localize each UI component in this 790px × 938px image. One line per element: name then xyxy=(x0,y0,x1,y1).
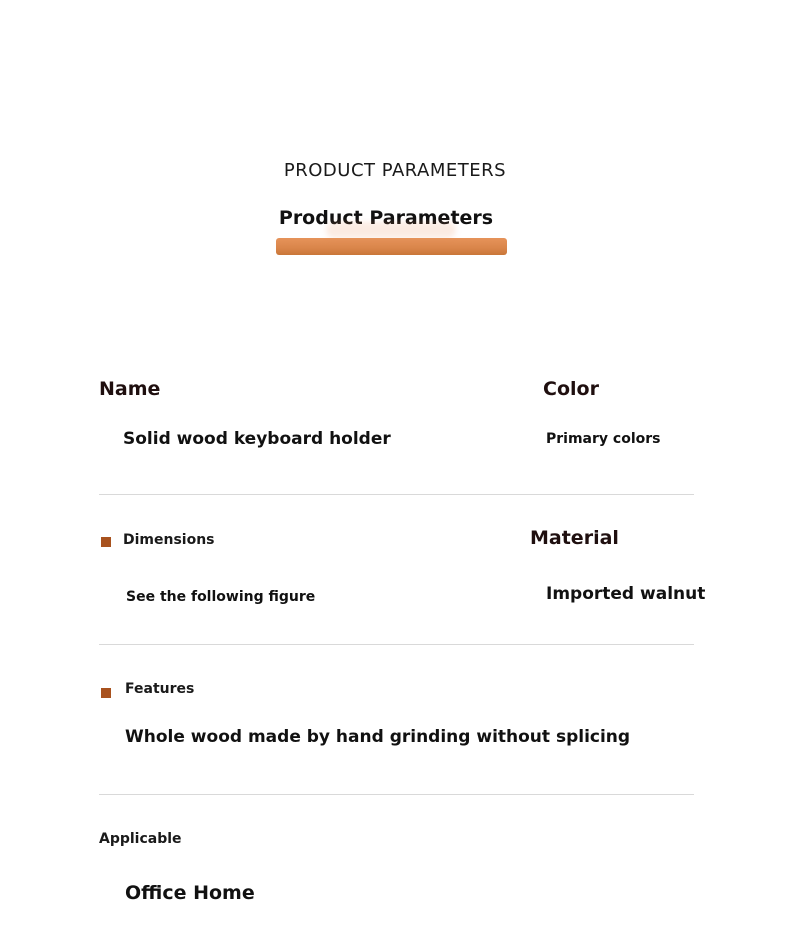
section-subtitle: PRODUCT PARAMETERS xyxy=(283,160,507,181)
dimensions-label: Dimensions xyxy=(123,532,215,548)
divider xyxy=(99,644,694,645)
square-bullet-icon xyxy=(101,688,111,698)
square-bullet-icon xyxy=(101,537,111,547)
section-title: Product Parameters xyxy=(278,207,494,229)
features-value: Whole wood made by hand grinding without splicing xyxy=(125,727,631,747)
color-label: Color xyxy=(543,378,599,400)
color-value: Primary colors xyxy=(546,431,661,447)
applicable-value: Office Home xyxy=(125,882,255,904)
divider xyxy=(99,794,694,795)
name-value: Solid wood keyboard holder xyxy=(123,429,391,449)
name-label: Name xyxy=(99,378,161,400)
applicable-label: Applicable xyxy=(99,831,182,847)
divider xyxy=(99,494,694,495)
title-underline-bar xyxy=(276,238,507,255)
material-value: Imported walnut xyxy=(546,584,706,604)
dimensions-value: See the following figure xyxy=(126,589,316,605)
features-label: Features xyxy=(125,681,195,697)
material-label: Material xyxy=(530,527,619,549)
